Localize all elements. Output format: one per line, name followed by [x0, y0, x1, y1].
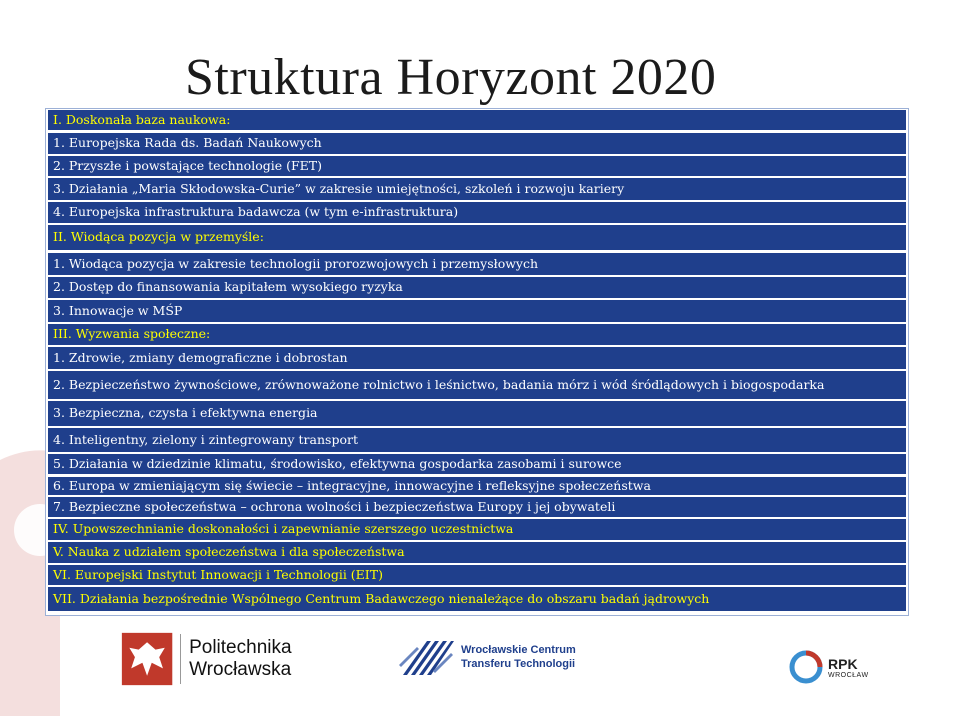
row-label: 4. Europejska infrastruktura badawcza (w tym e-infrastruktura): [53, 204, 459, 220]
row-label: 2. Przyszłe i powstające technologie (FET): [53, 157, 322, 173]
row-label: 4. Inteligentny, zielony i zintegrowany transport: [53, 431, 358, 447]
rpk-logo: [788, 642, 878, 692]
page-title: Struktura Horyzont 2020: [185, 49, 717, 106]
wctt-logo: [397, 632, 597, 684]
table-row: [48, 253, 906, 275]
table-row: [48, 202, 906, 223]
row-label: II. Wiodąca pozycja w przemyśle:: [53, 229, 264, 245]
rpk-sub: WROCŁAW: [828, 671, 869, 679]
table-row: [48, 587, 906, 611]
eagle-crest-icon: [120, 629, 174, 689]
table-row: [48, 110, 906, 130]
row-label: 5. Działania w dziedzinie klimatu, środowisko, efektywna gospodarka zasobami i surowce: [53, 455, 622, 471]
row-label: 2. Bezpieczeństwo żywnościowe, zrównoważone rolnictwo i leśnictwo, badania mórz i wód śródlądowych i biogospodarka: [53, 376, 825, 392]
table-row: [48, 225, 906, 250]
row-label: 6. Europa w zmieniającym się świecie – integracyjne, innowacyjne i refleksyjne społeczeństwa: [53, 477, 651, 493]
politechnika-name: Politechnika Wrocławska: [189, 637, 292, 680]
table-row: [48, 542, 906, 563]
row-label: 3. Innowacje w MŚP: [53, 302, 183, 318]
politechnika-logo: [120, 628, 385, 690]
structure-table: [45, 108, 909, 616]
row-label: I. Doskonała baza naukowa:: [53, 111, 231, 127]
table-row: [48, 178, 906, 200]
row-label: 3. Działania „Maria Skłodowska-Curie” w zakresie umiejętności, szkoleń i rozwoju kariery: [53, 180, 625, 196]
table-row: [48, 497, 906, 517]
logo-divider: [180, 634, 181, 684]
table-row: [48, 454, 906, 474]
table-row: [48, 477, 906, 495]
row-label: 1. Wiodąca pozycja w zakresie technologii prorozwojowych i przemysłowych: [53, 255, 539, 271]
row-label: V. Nauka z udziałem społeczeństwa i dla społeczeństwa: [53, 544, 405, 560]
table-row: [48, 401, 906, 426]
row-label: IV. Upowszechnianie doskonałości i zapewnianie szerszego uczestnictwa: [53, 521, 514, 537]
row-label: VI. Europejski Instytut Innowacji i Technologii (EIT): [53, 566, 383, 582]
wctt-line-2: Transferu Technologii: [461, 658, 576, 670]
row-label: III. Wyzwania społeczne:: [53, 326, 211, 342]
row-label: 2. Dostęp do finansowania kapitałem wysokiego ryzyka: [53, 279, 403, 295]
table-row: [48, 324, 906, 345]
table-row: [48, 133, 906, 154]
wctt-name: [461, 644, 576, 672]
table-row: [48, 565, 906, 585]
rpk-label: [828, 656, 869, 679]
table-row: [48, 300, 906, 322]
row-label: 1. Zdrowie, zmiany demograficzne i dobrostan: [53, 349, 348, 365]
row-label: VII. Działania bezpośrednie Wspólnego Centrum Badawczego nienależące do obszaru badań jądrowych: [53, 590, 710, 606]
table-row: [48, 277, 906, 298]
rpk-ring-icon: [788, 649, 824, 685]
table-row: [48, 347, 906, 369]
row-label: 1. Europejska Rada ds. Badań Naukowych: [53, 135, 322, 151]
rpk-main: RPK: [828, 655, 858, 672]
table-row: [48, 428, 906, 452]
row-label: 3. Bezpieczna, czysta i efektywna energia: [53, 405, 318, 421]
row-label: 7. Bezpieczne społeczeństwa – ochrona wolności i bezpieczeństwa Europy i jej obywateli: [53, 498, 616, 514]
table-row: [48, 371, 906, 399]
wctt-grid-icon: [397, 635, 455, 681]
table-row: [48, 519, 906, 540]
wctt-line-1: Wrocławskie Centrum: [461, 644, 576, 657]
table-row: [48, 156, 906, 176]
